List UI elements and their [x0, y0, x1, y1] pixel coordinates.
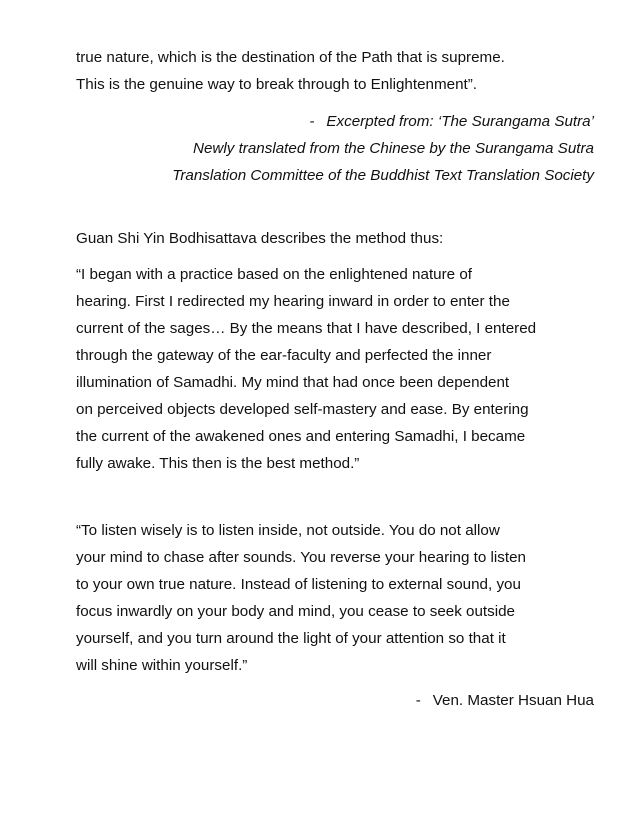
- text-line: fully awake. This then is the best method.”: [76, 455, 360, 472]
- attribution-source-line: [309, 112, 594, 132]
- text-line: current of the sages… By the means that I have described, I entered: [76, 320, 537, 337]
- text-line: on perceived objects developed self-mastery and ease. By entering: [76, 401, 529, 418]
- text-line: hearing. First I redirected my hearing inward in order to enter the: [76, 293, 510, 310]
- attribution-translator-line: Newly translated from the Chinese by the Surangama Sutra: [193, 140, 594, 157]
- text-line: focus inwardly on your body and mind, you cease to seek outside: [76, 603, 516, 620]
- text-line: to your own true nature. Instead of listening to external sound, you: [76, 576, 521, 593]
- text-line: through the gateway of the ear-faculty and perfected the inner: [76, 347, 492, 364]
- text-line: illumination of Samadhi. My mind that had once been dependent: [76, 374, 510, 391]
- text-line: yourself, and you turn around the light of your attention so that it: [76, 630, 506, 647]
- intro-line: Guan Shi Yin Bodhisattava describes the method thus:: [76, 230, 444, 247]
- text-line: “To listen wisely is to listen inside, not outside. You do not allow: [76, 522, 500, 539]
- attribution-dash: -: [309, 113, 315, 130]
- text-line: your mind to chase after sounds. You reverse your hearing to listen: [76, 549, 526, 566]
- text-line: will shine within yourself.”: [76, 657, 248, 674]
- text-line: “I began with a practice based on the enlightened nature of: [76, 266, 472, 283]
- text-line: This is the genuine way to break through to Enlightenment”.: [76, 76, 478, 93]
- author-dash: -: [415, 692, 421, 709]
- text-line: true nature, which is the destination of the Path that is supreme.: [76, 49, 505, 66]
- text-line: the current of the awakened ones and entering Samadhi, I became: [76, 428, 526, 445]
- author-attribution: [416, 691, 594, 711]
- attribution-committee-line: Translation Committee of the Buddhist Text Translation Society: [172, 167, 594, 184]
- author-name: Ven. Master Hsuan Hua: [432, 692, 594, 709]
- attribution-source: Excerpted from: ‘The Surangama Sutra’: [326, 113, 594, 130]
